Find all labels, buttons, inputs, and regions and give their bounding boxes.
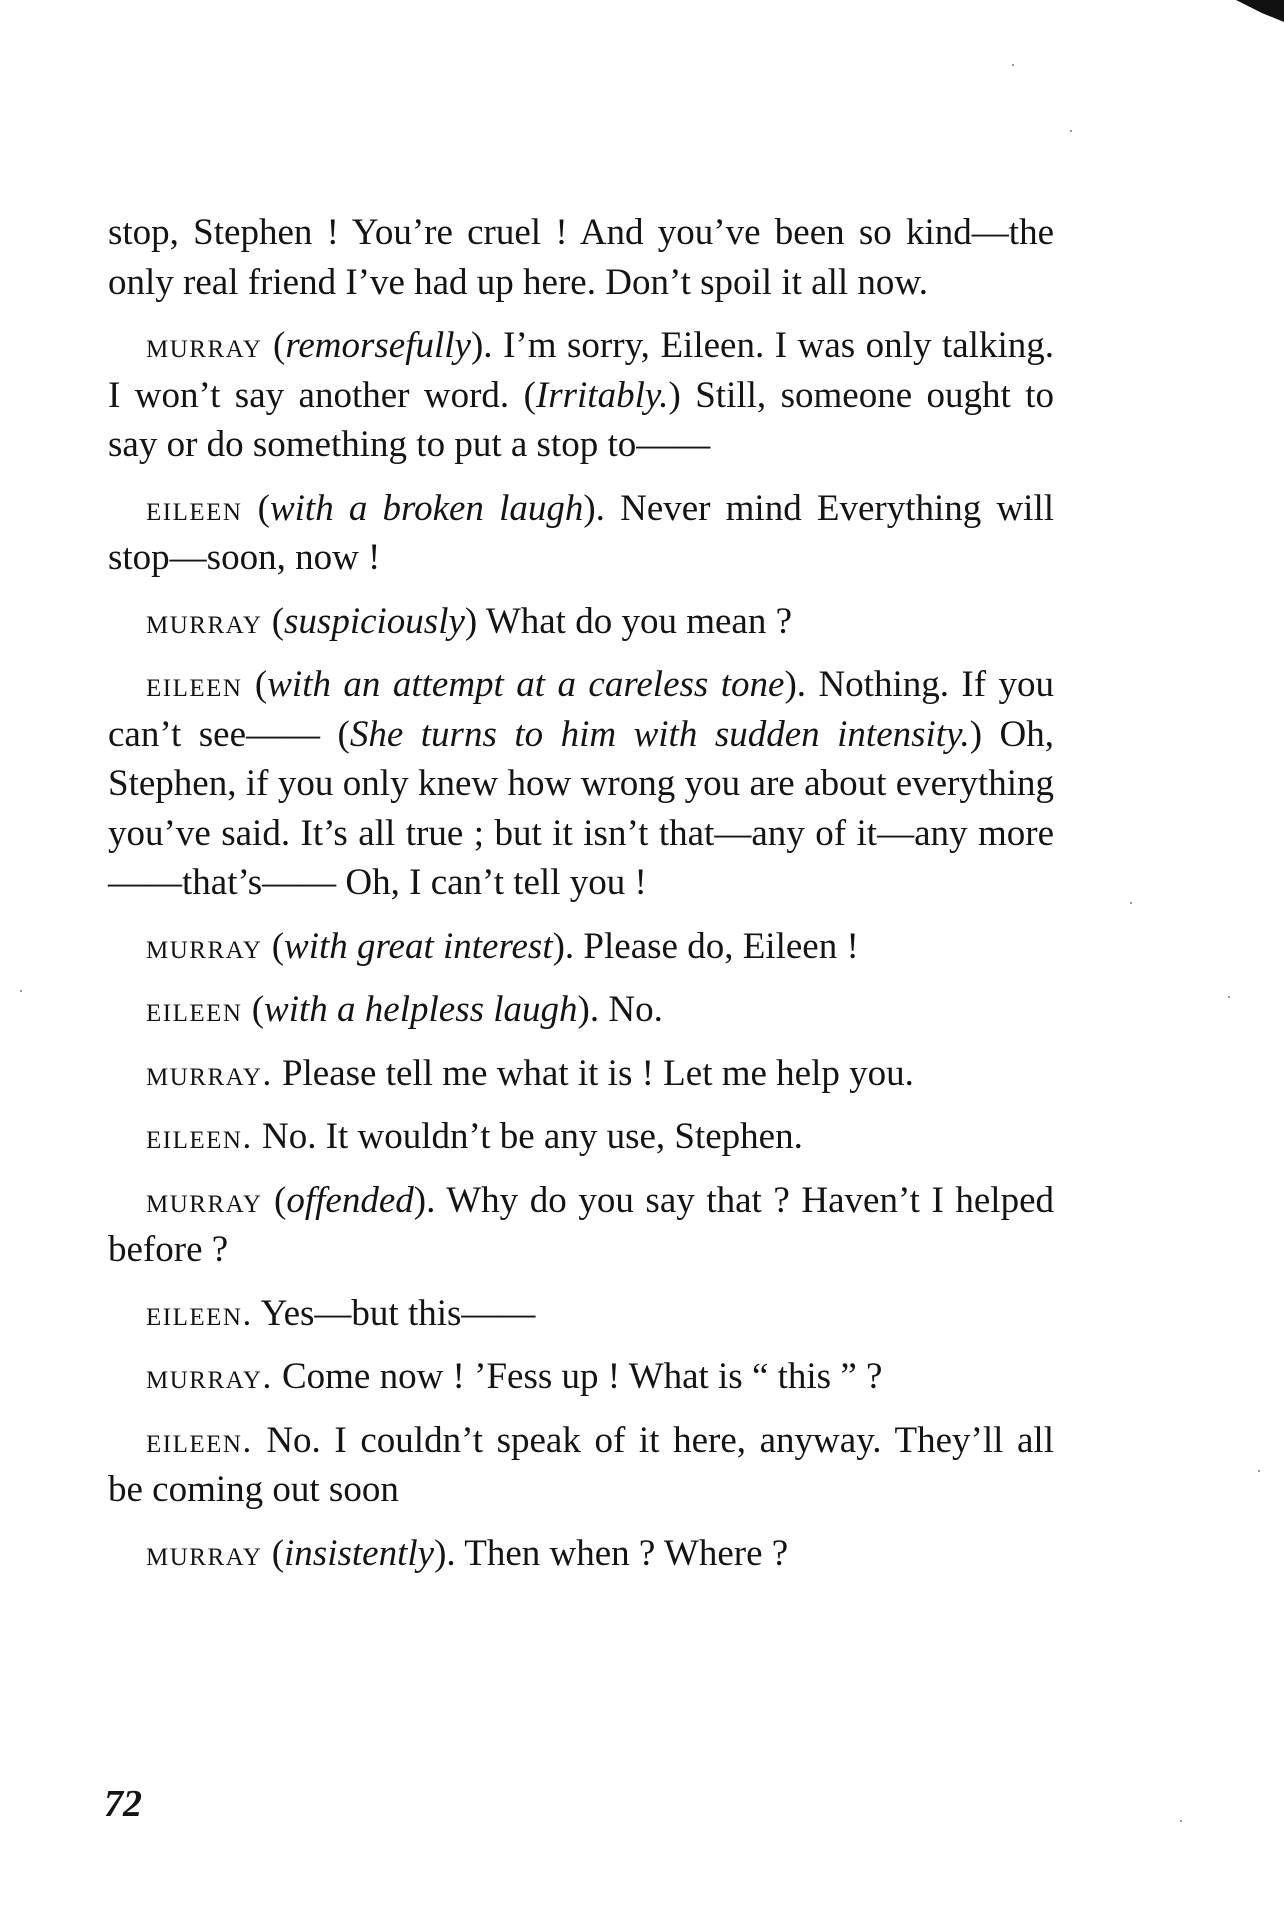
- dialogue-paragraph: [108, 660, 1054, 908]
- speaker-name: murray: [146, 601, 263, 641]
- speaker-name: murray.: [146, 1357, 273, 1396]
- dialogue-paragraph: [108, 1049, 1054, 1099]
- dialogue-text-segment: (: [262, 325, 286, 366]
- dialogue-paragraph: [108, 1176, 1054, 1275]
- dialogue-text-segment: Come now ! ’Fess up ! What is “ this ” ?: [272, 1356, 883, 1397]
- scan-speck: [1130, 902, 1132, 904]
- scan-speck: [1258, 1470, 1260, 1472]
- dialogue-text-segment: (: [242, 664, 268, 705]
- page-number: 72: [104, 1783, 142, 1825]
- dialogue-paragraph: [108, 1289, 1054, 1339]
- dialogue-text: [108, 208, 1054, 1592]
- dialogue-paragraph: [108, 922, 1054, 972]
- dialogue-paragraph: [108, 1529, 1054, 1579]
- dialogue-paragraph: [108, 484, 1054, 583]
- dialogue-text-segment: (: [242, 487, 270, 529]
- dialogue-text-segment: stop, Stephen ! You’re cruel ! And you’ve been so kind—the only real friend I’ve had up here. Don’t spoil it all now.: [108, 212, 1054, 303]
- speaker-name: eileen: [146, 990, 243, 1029]
- stage-direction: offended: [286, 1179, 414, 1221]
- speaker-name: murray: [146, 326, 263, 365]
- dialogue-text-segment: ). No.: [577, 989, 663, 1030]
- scan-speck: [20, 990, 22, 992]
- stage-direction: with a broken laugh: [269, 487, 584, 529]
- dialogue-text-segment: No. I couldn’t speak of it here, anyway. They’ll all be coming out soon: [108, 1419, 1054, 1510]
- stage-direction: Irritably.: [535, 374, 669, 416]
- dialogue-paragraph: [108, 321, 1054, 470]
- speaker-name: murray: [146, 1180, 263, 1220]
- stage-direction: with great interest: [284, 925, 553, 967]
- stage-direction: suspiciously: [284, 600, 465, 642]
- scan-speck: [1228, 996, 1230, 998]
- dialogue-paragraph: [108, 985, 1054, 1035]
- dialogue-text-segment: (: [262, 600, 285, 642]
- stage-direction: with a helpless laugh: [264, 989, 578, 1030]
- dialogue-paragraph: [108, 1416, 1054, 1515]
- dialogue-text-segment: (: [262, 1532, 285, 1574]
- scan-speck: [1012, 64, 1014, 66]
- dialogue-text-segment: Yes—but this——: [252, 1292, 536, 1334]
- dialogue-text-segment: ). Please do, Eileen !: [552, 925, 859, 967]
- dialogue-text-segment: ). Never mind Everything will stop—soon, now !: [108, 487, 1055, 578]
- dialogue-text-segment: ). Then when ? Where ?: [434, 1532, 789, 1574]
- scan-speck: [1180, 1820, 1182, 1822]
- dialogue-text-segment: ) What do you mean ?: [464, 600, 792, 642]
- dialogue-text-segment: ). Nothing. If you can’t see—— (: [108, 664, 1054, 755]
- dialogue-text-segment: ). I’m sorry, Eileen. I was only talking. I won’t say another word. (: [108, 325, 1054, 416]
- dialogue-text-segment: Please tell me what it is ! Let me help you.: [272, 1052, 914, 1094]
- page-corner-shadow: [1236, 0, 1284, 22]
- dialogue-text-segment: (: [262, 1179, 287, 1221]
- dialogue-text-segment: ). Why do you say that ? Haven’t I helped before ?: [108, 1179, 1054, 1270]
- scan-speck: [1070, 130, 1072, 132]
- dialogue-paragraph: [108, 208, 1054, 307]
- dialogue-paragraph: [108, 597, 1054, 647]
- speaker-name: eileen.: [146, 1117, 253, 1156]
- speaker-name: murray: [146, 926, 263, 966]
- speaker-name: eileen: [146, 665, 243, 704]
- stage-direction: insistently: [284, 1532, 435, 1574]
- dialogue-paragraph: [108, 1112, 1054, 1162]
- dialogue-text-segment: (: [262, 925, 285, 967]
- stage-direction: remorsefully: [285, 325, 471, 366]
- stage-direction: She turns to him with sudden intensity.: [349, 713, 970, 755]
- stage-direction: with an attempt at a careless tone: [267, 664, 785, 705]
- speaker-name: eileen: [146, 488, 243, 528]
- speaker-name: eileen.: [146, 1420, 253, 1460]
- speaker-name: murray.: [146, 1053, 273, 1093]
- dialogue-text-segment: ) Oh, Stephen, if you only knew how wrong you are about everything you’ve said. It’s all true ; but it isn’t that—any of it—any more——that’s—— Oh, I can’t tell you !: [108, 713, 1055, 903]
- speaker-name: murray: [146, 1533, 263, 1573]
- dialogue-text-segment: ) Still, someone ought to say or do something to put a stop to——: [108, 374, 1054, 465]
- dialogue-paragraph: [108, 1352, 1054, 1402]
- speaker-name: eileen.: [146, 1293, 253, 1333]
- dialogue-text-segment: No. It wouldn’t be any use, Stephen.: [252, 1116, 803, 1157]
- dialogue-text-segment: (: [242, 989, 265, 1030]
